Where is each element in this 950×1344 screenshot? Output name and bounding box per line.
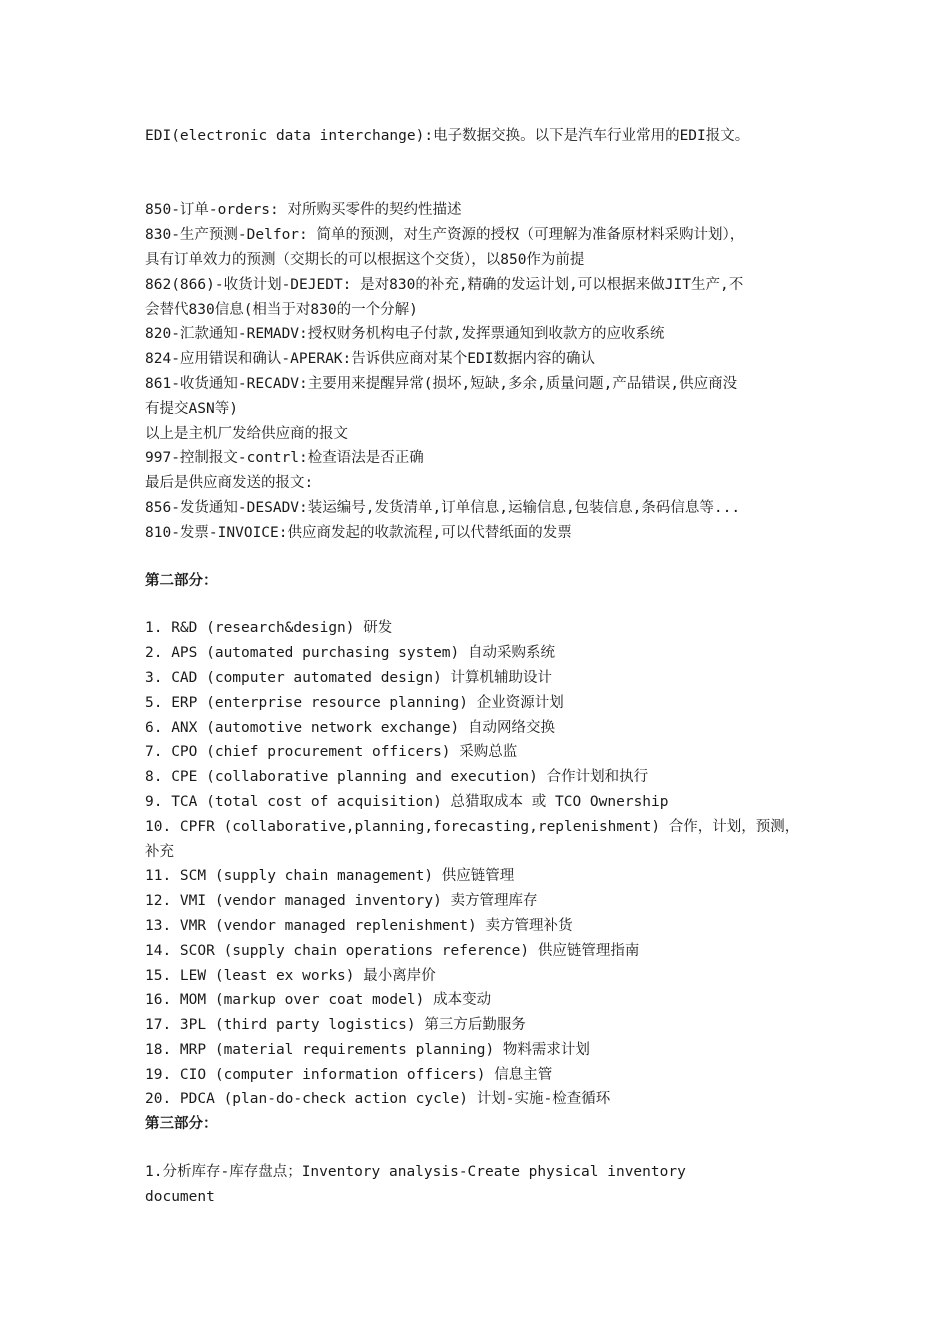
document-page: [145, 124, 815, 1210]
edi-line: 具有订单效力的预测（交期长的可以根据这个交货），以850作为前提: [145, 251, 585, 268]
section-heading-part2: 第二部分：: [145, 572, 218, 589]
list-item: 1. R&D (research&design) 研发: [145, 620, 393, 637]
edi-line: 会替代830信息(相当于对830的一个分解): [145, 301, 418, 318]
edi-line: 以上是主机厂发给供应商的报文: [145, 425, 348, 442]
edi-line: 862(866)-收货计划-DEJEDT: 是对830的补充,精确的发运计划,可以根据来做JIT生产,不: [145, 276, 744, 293]
list-item: 15. LEW (least ex works) 最小离岸价: [145, 967, 436, 984]
edi-line: 最后是供应商发送的报文:: [145, 475, 314, 492]
list-item: 13. VMR (vendor managed replenishment) 卖方管理补货: [145, 917, 573, 934]
list-item: 5. ERP (enterprise resource planning) 企业资源计划: [145, 694, 564, 711]
list-item: 20. PDCA (plan-do-check action cycle) 计划-实施-检查循环: [145, 1091, 611, 1108]
edi-line: 810-发票-INVOICE:供应商发起的收款流程,可以代替纸面的发票: [145, 524, 572, 541]
section-heading-part3: 第三部分：: [145, 1116, 218, 1133]
edi-line: 856-发货通知-DESADV:装运编号,发货清单,订单信息,运输信息,包装信息,条码信息等...: [145, 499, 741, 516]
list-item: 6. ANX (automotive network exchange) 自动网络交换: [145, 719, 555, 736]
list-item: 18. MRP (material requirements planning) 物料需求计划: [145, 1041, 590, 1058]
inventory-line: 1.分析库存-库存盘点；Inventory analysis-Create physical inventory: [145, 1164, 686, 1181]
edi-line: 830-生产预测-Delfor: 简单的预测，对生产资源的授权（可理解为准备原材料采购计划），: [145, 227, 745, 244]
edi-message-list: [145, 198, 815, 545]
list-item: 16. MOM (markup over coat model) 成本变动: [145, 992, 492, 1009]
edi-line: 有提交ASN等): [145, 400, 238, 417]
list-item: 9. TCA (total cost of acquisition) 总猎取成本 或 TCO Ownership: [145, 793, 669, 810]
list-item: 7. CPO (chief procurement officers) 采购总监: [145, 744, 518, 761]
list-item: 补充: [145, 843, 174, 860]
list-item: 3. CAD (computer automated design) 计算机辅助设计: [145, 669, 553, 686]
inventory-section: [145, 1160, 815, 1210]
edi-line: 850-订单-orders: 对所购买零件的契约性描述: [145, 202, 462, 219]
list-item: 14. SCOR (supply chain operations reference) 供应链管理指南: [145, 942, 640, 959]
list-item: 19. CIO (computer information officers) 信息主管: [145, 1066, 553, 1083]
edi-line: 824-应用错误和确认-APERAK:告诉供应商对某个EDI数据内容的确认: [145, 351, 595, 368]
list-item: 11. SCM (supply chain management) 供应链管理: [145, 868, 515, 885]
list-item: 17. 3PL (third party logistics) 第三方后勤服务: [145, 1017, 526, 1034]
list-item: 8. CPE (collaborative planning and execution) 合作计划和执行: [145, 769, 649, 786]
edi-line: 820-汇款通知-REMADV:授权财务机构电子付款,发挥票通知到收款方的应收系统: [145, 326, 665, 343]
glossary-list: [145, 616, 815, 1112]
list-item: 10. CPFR (collaborative,planning,forecasting,replenishment) 合作，计划，预测，: [145, 818, 800, 835]
list-item: 2. APS (automated purchasing system) 自动采购系统: [145, 645, 555, 662]
edi-definition: EDI(electronic data interchange):电子数据交换。以下是汽车行业常用的EDI报文。: [145, 128, 750, 144]
list-item: 12. VMI (vendor managed inventory) 卖方管理库存: [145, 893, 538, 910]
edi-line: 861-收货通知-RECADV:主要用来提醒异常(损坏,短缺,多余,质量问题,产品错误,供应商没: [145, 375, 738, 392]
edi-line: 997-控制报文-contrl:检查语法是否正确: [145, 450, 424, 467]
inventory-line: document: [145, 1188, 215, 1205]
